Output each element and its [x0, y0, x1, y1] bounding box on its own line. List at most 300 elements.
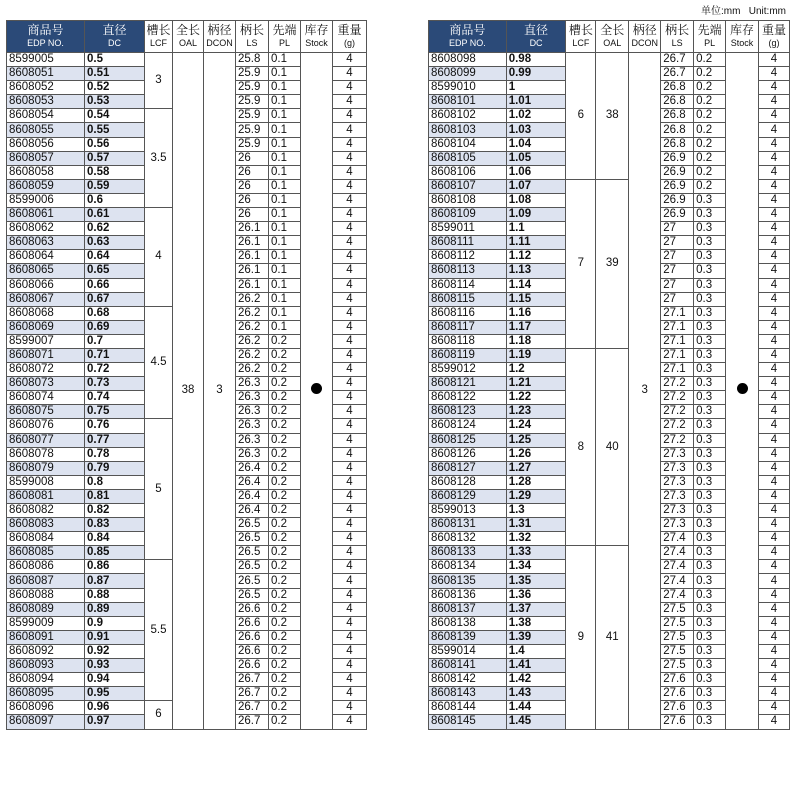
weight-value: 4 — [333, 475, 367, 489]
pl-value: 0.1 — [269, 208, 301, 222]
column-header — [506, 21, 566, 53]
edp-number: 8608087 — [7, 574, 85, 588]
pl-value: 0.2 — [694, 67, 726, 81]
pl-value: 0.3 — [694, 673, 726, 687]
weight-value: 4 — [333, 489, 367, 503]
weight-value: 4 — [759, 109, 790, 123]
diameter-dc: 1.18 — [506, 334, 566, 348]
pl-value: 0.2 — [269, 363, 301, 377]
weight-value: 4 — [759, 179, 790, 193]
ls-value: 26.4 — [236, 489, 269, 503]
weight-value: 4 — [333, 546, 367, 560]
pl-value: 0.3 — [694, 518, 726, 532]
lcf-cell: 3 — [145, 53, 173, 109]
weight-value: 4 — [333, 701, 367, 715]
header-label-en: LCF — [149, 37, 167, 48]
weight-value: 4 — [333, 433, 367, 447]
pl-value: 0.3 — [694, 264, 726, 278]
diameter-dc: 1.17 — [506, 320, 566, 334]
pl-value: 0.3 — [694, 644, 726, 658]
edp-number: 8608127 — [429, 461, 507, 475]
pl-value: 0.2 — [694, 81, 726, 95]
pl-value: 0.2 — [694, 95, 726, 109]
ls-value: 26.6 — [236, 644, 269, 658]
header-row — [429, 21, 790, 53]
edp-number: 8608067 — [7, 292, 85, 306]
pl-value: 0.3 — [694, 278, 726, 292]
ls-value: 27.6 — [661, 715, 694, 729]
pl-value: 0.3 — [694, 461, 726, 475]
weight-value: 4 — [759, 630, 790, 644]
edp-number: 8608135 — [429, 574, 507, 588]
diameter-dc: 0.56 — [85, 137, 145, 151]
header-label-zh: 全长 — [600, 22, 625, 37]
edp-number: 8608121 — [429, 377, 507, 391]
ls-value: 26.5 — [236, 588, 269, 602]
diameter-dc: 0.58 — [85, 165, 145, 179]
edp-number: 8608111 — [429, 236, 507, 250]
pl-value: 0.1 — [269, 179, 301, 193]
header-label-en: Stock — [730, 37, 754, 48]
edp-number: 8608078 — [7, 447, 85, 461]
pl-value: 0.3 — [694, 222, 726, 236]
diameter-dc: 0.71 — [85, 348, 145, 362]
ls-value: 27.5 — [661, 602, 694, 616]
pl-value: 0.3 — [694, 715, 726, 729]
pl-value: 0.2 — [269, 574, 301, 588]
edp-number: 8608125 — [429, 433, 507, 447]
pl-value: 0.1 — [269, 278, 301, 292]
edp-number: 8608126 — [429, 447, 507, 461]
weight-value: 4 — [759, 278, 790, 292]
edp-number: 8608137 — [429, 602, 507, 616]
column-header — [629, 21, 661, 53]
weight-value: 4 — [333, 193, 367, 207]
edp-number: 8608054 — [7, 109, 85, 123]
ls-value: 26.7 — [236, 687, 269, 701]
edp-number: 8608095 — [7, 687, 85, 701]
column-header — [566, 21, 596, 53]
diameter-dc: 0.95 — [85, 687, 145, 701]
diameter-dc: 0.96 — [85, 701, 145, 715]
pl-value: 0.2 — [269, 433, 301, 447]
weight-value: 4 — [759, 433, 790, 447]
pl-value: 0.3 — [694, 236, 726, 250]
ls-value: 26.9 — [661, 165, 694, 179]
ls-value: 27.2 — [661, 433, 694, 447]
pl-value: 0.1 — [269, 236, 301, 250]
pl-value: 0.2 — [269, 644, 301, 658]
weight-value: 4 — [333, 250, 367, 264]
dcon-cell: 3 — [629, 53, 661, 730]
weight-value: 4 — [333, 391, 367, 405]
pl-value: 0.2 — [269, 701, 301, 715]
header-label-en: (g) — [768, 37, 780, 48]
diameter-dc: 1.05 — [506, 151, 566, 165]
diameter-dc: 0.64 — [85, 250, 145, 264]
edp-number: 8608051 — [7, 67, 85, 81]
pl-value: 0.3 — [694, 504, 726, 518]
header-label-zh: 重量 — [761, 22, 786, 37]
weight-value: 4 — [759, 504, 790, 518]
ls-value: 26.8 — [661, 109, 694, 123]
header-label-en: DC — [108, 37, 121, 48]
edp-number: 8608141 — [429, 659, 507, 673]
edp-number: 8599006 — [7, 193, 85, 207]
diameter-dc: 1.09 — [506, 208, 566, 222]
diameter-dc: 1.33 — [506, 546, 566, 560]
pl-value: 0.3 — [694, 334, 726, 348]
edp-number: 8608061 — [7, 208, 85, 222]
ls-value: 26.7 — [661, 67, 694, 81]
edp-number: 8608136 — [429, 588, 507, 602]
weight-value: 4 — [333, 334, 367, 348]
diameter-dc: 0.5 — [85, 53, 145, 67]
pl-value: 0.3 — [694, 250, 726, 264]
diameter-dc: 0.87 — [85, 574, 145, 588]
pl-value: 0.1 — [269, 306, 301, 320]
header-label-en: DCON — [206, 37, 233, 48]
pl-value: 0.2 — [269, 377, 301, 391]
edp-number: 8608086 — [7, 560, 85, 574]
pl-value: 0.3 — [694, 348, 726, 362]
diameter-dc: 1.28 — [506, 475, 566, 489]
ls-value: 27 — [661, 264, 694, 278]
weight-value: 4 — [333, 447, 367, 461]
diameter-dc: 0.9 — [85, 616, 145, 630]
weight-value: 4 — [759, 53, 790, 67]
lcf-cell: 6 — [145, 701, 173, 729]
edp-number: 8608089 — [7, 602, 85, 616]
ls-value: 27.2 — [661, 377, 694, 391]
lcf-cell: 5 — [145, 419, 173, 560]
weight-value: 4 — [333, 461, 367, 475]
lcf-cell: 6 — [566, 53, 596, 180]
weight-value: 4 — [759, 588, 790, 602]
ls-value: 27.6 — [661, 673, 694, 687]
ls-value: 26.9 — [661, 151, 694, 165]
pl-value: 0.2 — [694, 53, 726, 67]
weight-value: 4 — [333, 81, 367, 95]
weight-value: 4 — [333, 165, 367, 179]
edp-number: 8608133 — [429, 546, 507, 560]
ls-value: 27.1 — [661, 348, 694, 362]
edp-number: 8608119 — [429, 348, 507, 362]
ls-value: 26.1 — [236, 222, 269, 236]
diameter-dc: 1.16 — [506, 306, 566, 320]
diameter-dc: 1.22 — [506, 391, 566, 405]
edp-number: 8608056 — [7, 137, 85, 151]
edp-number: 8608077 — [7, 433, 85, 447]
ls-value: 27.6 — [661, 687, 694, 701]
lcf-cell: 3.5 — [145, 109, 173, 208]
pl-value: 0.1 — [269, 67, 301, 81]
header-label-en: PL — [278, 37, 290, 48]
edp-number: 8608101 — [429, 95, 507, 109]
header-row — [7, 21, 367, 53]
header-label-en: OAL — [178, 37, 197, 48]
lcf-cell: 8 — [566, 348, 596, 545]
ls-value: 27.4 — [661, 574, 694, 588]
column-header — [429, 21, 507, 53]
pl-value: 0.2 — [694, 179, 726, 193]
weight-value: 4 — [333, 687, 367, 701]
diameter-dc: 0.73 — [85, 377, 145, 391]
spec-table-left — [6, 20, 367, 730]
weight-value: 4 — [759, 123, 790, 137]
ls-value: 27 — [661, 292, 694, 306]
pl-value: 0.2 — [269, 405, 301, 419]
pl-value: 0.3 — [694, 292, 726, 306]
header-label-en: LCF — [572, 37, 590, 48]
header-label-en: OAL — [603, 37, 622, 48]
weight-value: 4 — [759, 151, 790, 165]
lcf-cell: 7 — [566, 179, 596, 348]
ls-value: 27.1 — [661, 363, 694, 377]
edp-number: 8608066 — [7, 278, 85, 292]
weight-value: 4 — [759, 81, 790, 95]
edp-number: 8608069 — [7, 320, 85, 334]
pl-value: 0.1 — [269, 95, 301, 109]
header-label-zh: 全长 — [175, 22, 200, 37]
diameter-dc: 0.91 — [85, 630, 145, 644]
edp-number: 8608071 — [7, 348, 85, 362]
pl-value: 0.1 — [269, 137, 301, 151]
edp-number: 8608139 — [429, 630, 507, 644]
weight-value: 4 — [759, 222, 790, 236]
oal-cell: 40 — [596, 348, 629, 545]
weight-value: 4 — [759, 193, 790, 207]
edp-number: 8608113 — [429, 264, 507, 278]
edp-number: 8608117 — [429, 320, 507, 334]
pl-value: 0.2 — [269, 419, 301, 433]
diameter-dc: 0.97 — [85, 715, 145, 729]
header-label-zh: 柄径 — [207, 22, 232, 37]
pl-value: 0.3 — [694, 616, 726, 630]
weight-value: 4 — [759, 602, 790, 616]
lcf-cell: 4.5 — [145, 306, 173, 419]
diameter-dc: 0.7 — [85, 334, 145, 348]
pl-value: 0.2 — [269, 475, 301, 489]
in-stock-dot-icon — [737, 383, 748, 394]
diameter-dc: 0.61 — [85, 208, 145, 222]
edp-number: 8608138 — [429, 616, 507, 630]
ls-value: 26 — [236, 208, 269, 222]
diameter-dc: 0.67 — [85, 292, 145, 306]
ls-value: 26.8 — [661, 81, 694, 95]
ls-value: 26.4 — [236, 475, 269, 489]
diameter-dc: 1.29 — [506, 489, 566, 503]
pl-value: 0.2 — [694, 165, 726, 179]
diameter-dc: 0.53 — [85, 95, 145, 109]
diameter-dc: 0.79 — [85, 461, 145, 475]
pl-value: 0.2 — [269, 715, 301, 729]
pl-value: 0.2 — [694, 123, 726, 137]
ls-value: 27.2 — [661, 405, 694, 419]
weight-value: 4 — [759, 701, 790, 715]
weight-value: 4 — [333, 504, 367, 518]
oal-cell: 38 — [596, 53, 629, 180]
edp-number: 8608143 — [429, 687, 507, 701]
edp-number: 8608099 — [429, 67, 507, 81]
edp-number: 8608063 — [7, 236, 85, 250]
edp-number: 8608072 — [7, 363, 85, 377]
ls-value: 25.8 — [236, 53, 269, 67]
diameter-dc: 0.98 — [506, 53, 566, 67]
header-label-zh: 库存 — [304, 22, 329, 37]
ls-value: 26.5 — [236, 574, 269, 588]
edp-number: 8608132 — [429, 532, 507, 546]
edp-number: 8608109 — [429, 208, 507, 222]
ls-value: 26.5 — [236, 560, 269, 574]
edp-number: 8608128 — [429, 475, 507, 489]
weight-value: 4 — [759, 264, 790, 278]
table-row — [7, 53, 367, 67]
header-label-zh: 先端 — [697, 22, 722, 37]
lcf-cell: 4 — [145, 208, 173, 307]
ls-value: 26.4 — [236, 504, 269, 518]
column-header — [596, 21, 629, 53]
pl-value: 0.3 — [694, 447, 726, 461]
ls-value: 26.6 — [236, 602, 269, 616]
weight-value: 4 — [759, 419, 790, 433]
weight-value: 4 — [333, 363, 367, 377]
weight-value: 4 — [333, 419, 367, 433]
edp-number: 8599005 — [7, 53, 85, 67]
diameter-dc: 0.89 — [85, 602, 145, 616]
edp-number: 8608093 — [7, 659, 85, 673]
diameter-dc: 1.39 — [506, 630, 566, 644]
edp-number: 8608081 — [7, 489, 85, 503]
weight-value: 4 — [333, 616, 367, 630]
diameter-dc: 1.24 — [506, 419, 566, 433]
edp-number: 8608098 — [429, 53, 507, 67]
ls-value: 25.9 — [236, 123, 269, 137]
weight-value: 4 — [333, 673, 367, 687]
pl-value: 0.3 — [694, 630, 726, 644]
edp-number: 8608073 — [7, 377, 85, 391]
diameter-dc: 0.63 — [85, 236, 145, 250]
pl-value: 0.2 — [269, 659, 301, 673]
diameter-dc: 0.77 — [85, 433, 145, 447]
weight-value: 4 — [759, 334, 790, 348]
ls-value: 26.3 — [236, 391, 269, 405]
ls-value: 26.3 — [236, 447, 269, 461]
ls-value: 27.4 — [661, 588, 694, 602]
header-label-en: PL — [704, 37, 716, 48]
diameter-dc: 0.93 — [85, 659, 145, 673]
ls-value: 25.9 — [236, 109, 269, 123]
edp-number: 8599007 — [7, 334, 85, 348]
column-header — [759, 21, 790, 53]
edp-number: 8608134 — [429, 560, 507, 574]
diameter-dc: 0.65 — [85, 264, 145, 278]
weight-value: 4 — [333, 532, 367, 546]
edp-number: 8608114 — [429, 278, 507, 292]
pl-value: 0.3 — [694, 208, 726, 222]
pl-value: 0.3 — [694, 602, 726, 616]
ls-value: 26.2 — [236, 348, 269, 362]
dcon-cell: 3 — [204, 53, 236, 730]
pl-value: 0.2 — [269, 616, 301, 630]
diameter-dc: 0.54 — [85, 109, 145, 123]
column-header — [661, 21, 694, 53]
diameter-dc: 1.04 — [506, 137, 566, 151]
ls-value: 26.2 — [236, 320, 269, 334]
pl-value: 0.3 — [694, 489, 726, 503]
ls-value: 26.1 — [236, 250, 269, 264]
lcf-cell: 9 — [566, 546, 596, 729]
ls-value: 27.3 — [661, 518, 694, 532]
diameter-dc: 0.52 — [85, 81, 145, 95]
weight-value: 4 — [759, 236, 790, 250]
weight-value: 4 — [333, 644, 367, 658]
ls-value: 26.2 — [236, 292, 269, 306]
ls-value: 26.8 — [661, 123, 694, 137]
ls-value: 27.3 — [661, 461, 694, 475]
edp-number: 8599009 — [7, 616, 85, 630]
weight-value: 4 — [759, 546, 790, 560]
weight-value: 4 — [759, 165, 790, 179]
oal-cell: 38 — [173, 53, 204, 730]
diameter-dc: 0.94 — [85, 673, 145, 687]
ls-value: 26.1 — [236, 264, 269, 278]
pl-value: 0.1 — [269, 165, 301, 179]
diameter-dc: 1.07 — [506, 179, 566, 193]
weight-value: 4 — [333, 602, 367, 616]
edp-number: 8608124 — [429, 419, 507, 433]
edp-number: 8608075 — [7, 405, 85, 419]
ls-value: 26.7 — [236, 715, 269, 729]
weight-value: 4 — [759, 320, 790, 334]
diameter-dc: 1.2 — [506, 363, 566, 377]
ls-value: 26.5 — [236, 518, 269, 532]
weight-value: 4 — [333, 630, 367, 644]
pl-value: 0.3 — [694, 701, 726, 715]
ls-value: 26.7 — [236, 701, 269, 715]
weight-value: 4 — [333, 236, 367, 250]
ls-value: 27.1 — [661, 306, 694, 320]
edp-number: 8608096 — [7, 701, 85, 715]
ls-value: 27.1 — [661, 320, 694, 334]
pl-value: 0.2 — [269, 560, 301, 574]
pl-value: 0.1 — [269, 292, 301, 306]
edp-number: 8608094 — [7, 673, 85, 687]
diameter-dc: 1.08 — [506, 193, 566, 207]
pl-value: 0.2 — [269, 630, 301, 644]
header-label-en: (g) — [344, 37, 355, 48]
weight-value: 4 — [759, 532, 790, 546]
header-label-zh: 槽长 — [146, 22, 171, 37]
lcf-cell: 5.5 — [145, 560, 173, 701]
header-label-zh: 柄长 — [665, 22, 690, 37]
weight-value: 4 — [759, 715, 790, 729]
pl-value: 0.2 — [269, 461, 301, 475]
diameter-dc: 1.3 — [506, 504, 566, 518]
diameter-dc: 0.57 — [85, 151, 145, 165]
edp-number: 8608062 — [7, 222, 85, 236]
edp-number: 8608076 — [7, 419, 85, 433]
weight-value: 4 — [759, 348, 790, 362]
column-header — [301, 21, 333, 53]
edp-number: 8608064 — [7, 250, 85, 264]
weight-value: 4 — [759, 574, 790, 588]
diameter-dc: 1.21 — [506, 377, 566, 391]
pl-value: 0.3 — [694, 405, 726, 419]
diameter-dc: 1.02 — [506, 109, 566, 123]
edp-number: 8599013 — [429, 504, 507, 518]
weight-value: 4 — [759, 673, 790, 687]
